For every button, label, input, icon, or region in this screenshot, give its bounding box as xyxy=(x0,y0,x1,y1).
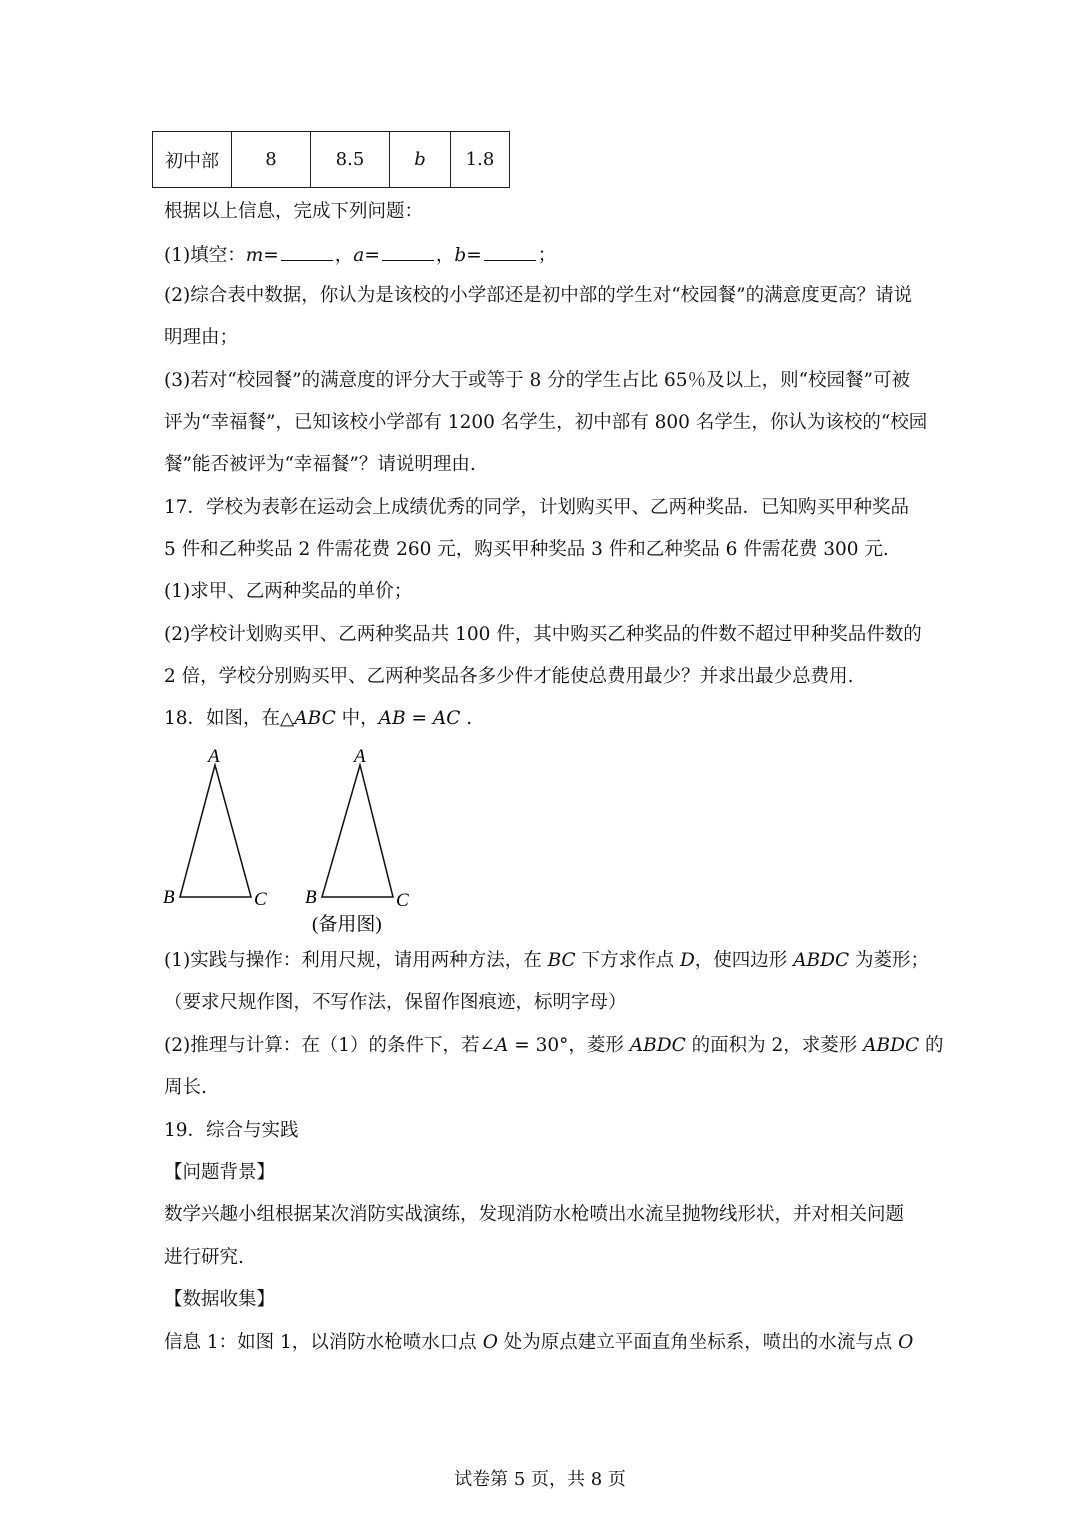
score-table xyxy=(152,131,510,188)
triangle-figures xyxy=(150,740,450,940)
text-line: 根据以上信息，完成下列问题： xyxy=(164,201,424,222)
triangle-left xyxy=(180,765,251,897)
table-cell: 8 xyxy=(232,132,311,188)
section-heading: 【问题背景】 xyxy=(164,1162,276,1183)
text-line: (1)求甲、乙两种奖品的单价； xyxy=(164,581,413,602)
vertex-label: A xyxy=(208,746,220,767)
table-cell: 初中部 xyxy=(153,132,232,188)
text-line: 明理由； xyxy=(164,327,239,348)
text-line: 17．学校为表彰在运动会上成绩优秀的同学，计划购买甲、乙两种奖品．已知购买甲种奖品 xyxy=(164,497,910,518)
fill-blank-line: (1)填空：m= ，a= ，b= ； xyxy=(164,242,556,268)
vertex-label: C xyxy=(254,889,267,910)
triangle-right xyxy=(322,765,393,897)
text-line: 信息 1：如图 1，以消防水枪喷水口点 O 处为原点建立平面直角坐标系，喷出的水流与点 O xyxy=(164,1332,914,1353)
answer-blank[interactable] xyxy=(281,242,333,261)
text-line: 进行研究. xyxy=(164,1247,244,1268)
text-line: 2 倍，学校分别购买甲、乙两种奖品各多少件才能使总费用最少？并求出最少总费用. xyxy=(164,666,854,687)
table-cell: b xyxy=(390,132,451,188)
page-footer: 试卷第 5 页，共 8 页 xyxy=(454,1469,626,1490)
vertex-label: B xyxy=(163,887,175,908)
text-line: 5 件和乙种奖品 2 件需花费 260 元，购买甲种奖品 3 件和乙种奖品 6 件需花费 300 元. xyxy=(164,539,889,560)
text-line: (3)若对“校园餐”的满意度的评分大于或等于 8 分的学生占比 65％及以上，则“校园餐”可被 xyxy=(164,370,910,391)
table-row xyxy=(153,132,510,188)
text-line: 评为“幸福餐”，已知该校小学部有 1200 名学生，初中部有 800 名学生，你认为该校的“校园 xyxy=(164,412,928,433)
text-line: 19．综合与实践 xyxy=(164,1120,299,1141)
text-line: （要求尺规作图，不写作法，保留作图痕迹，标明字母） xyxy=(164,992,627,1013)
question-18-title: 18．如图，在△ABC 中，AB = AC . xyxy=(164,708,473,729)
answer-blank[interactable] xyxy=(382,242,434,261)
vertex-label: C xyxy=(396,890,409,911)
text-line: (2)推理与计算：在（1）的条件下，若∠A = 30°，菱形 ABDC 的面积为 2，求菱形 ABDC 的 xyxy=(164,1035,944,1056)
text-line: (2)综合表中数据，你认为是该校的小学部还是初中部的学生对“校园餐”的满意度更高？请说 xyxy=(164,285,913,306)
text-line: 周长. xyxy=(164,1077,207,1098)
text-line: (1)实践与操作：利用尺规，请用两种方法，在 BC 下方求作点 D，使四边形 ABDC 为菱形； xyxy=(164,950,930,971)
section-heading: 【数据收集】 xyxy=(164,1289,276,1310)
vertex-label: B xyxy=(305,887,317,908)
text-line: 餐”能否被评为“幸福餐”？请说明理由. xyxy=(164,454,476,475)
answer-blank[interactable] xyxy=(484,242,536,261)
vertex-label: A xyxy=(354,746,366,767)
figure-caption: (备用图) xyxy=(312,914,382,935)
text-line: (2)学校计划购买甲、乙两种奖品共 100 件，其中购买乙种奖品的件数不超过甲种奖品件数的 xyxy=(164,624,922,645)
table-cell: 1.8 xyxy=(451,132,510,188)
text-line: 数学兴趣小组根据某次消防实战演练，发现消防水枪喷出水流呈抛物线形状，并对相关问题 xyxy=(164,1204,905,1225)
table-cell: 8.5 xyxy=(311,132,390,188)
